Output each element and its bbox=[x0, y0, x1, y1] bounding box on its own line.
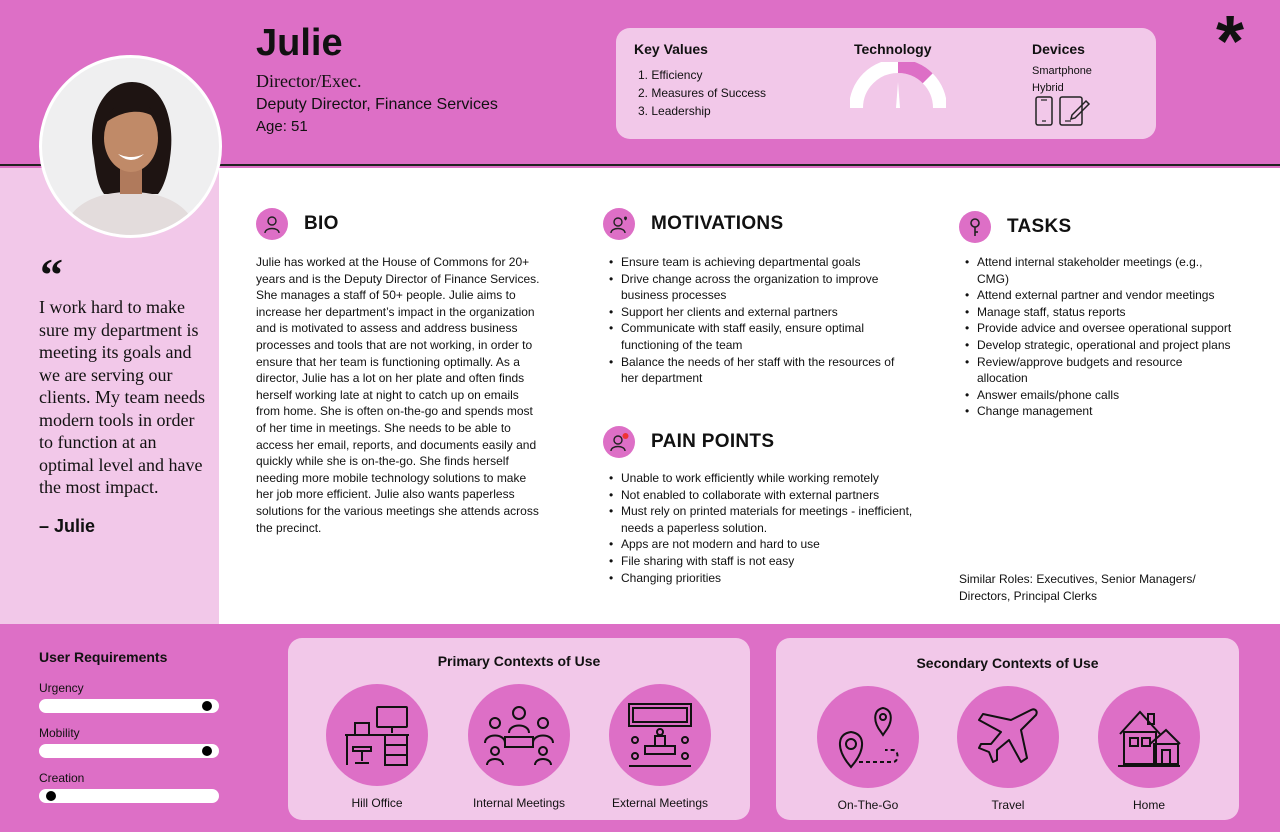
person-heart-icon bbox=[603, 208, 635, 240]
house-icon bbox=[1116, 704, 1182, 770]
persona-quote: I work hard to make sure my department is meeting its goals and we are serving our clients. My team needs modern tools in order to function at an optimal level and have the most impact. bbox=[39, 297, 205, 497]
persona-name: Julie bbox=[256, 22, 343, 64]
quote-mark-icon: “ bbox=[40, 249, 63, 300]
pain-points-list bbox=[609, 470, 919, 586]
office-desk-icon bbox=[341, 701, 413, 769]
list-item: • Not enabled to collaborate with external partners bbox=[609, 487, 919, 504]
pain-points-header bbox=[603, 426, 774, 458]
gauge-needle bbox=[896, 82, 900, 108]
tasks-title: TASKS bbox=[1007, 216, 1072, 237]
persona-title: Deputy Director, Finance Services bbox=[256, 96, 498, 113]
tablet-pen-icon bbox=[1060, 97, 1089, 125]
mobility-slider bbox=[39, 744, 219, 758]
secondary-contexts-title: Secondary Contexts of Use bbox=[916, 655, 1099, 671]
list-item: • Unable to work efficiently while working remotely bbox=[609, 470, 919, 487]
context-circle bbox=[957, 686, 1059, 788]
bio-text: Julie has worked at the House of Commons for 20+ years and is the Deputy Director of Finance Services. She manages a staff of 50+ people. Julie aims to increase her department’s impact in the organization and is motivated to assess and address business processes and tools that are not working, in order to ensure that her team is functioning optimally. As a director, Julie has a lot on her plate and often finds herself working late at night to catch up on emails from home. She is often on-the-go and spends most of her time in meetings. She needs to be able to access her email, reports, and documents easily and quickly while she is on-the-go. She finds herself needing more mobile technology solutions to make her job more efficient. Julie also wants paperless solutions for the various meetings she attends across the precinct. bbox=[256, 255, 540, 535]
list-item: • Communicate with staff easily, ensure optimal functioning of the team bbox=[609, 320, 914, 353]
avatar-portrait bbox=[42, 58, 219, 235]
list-item: • Change management bbox=[965, 403, 1235, 420]
context-travel bbox=[938, 686, 1078, 812]
context-internal-meetings bbox=[449, 684, 589, 810]
logo-asterisk: * bbox=[1216, 2, 1245, 82]
bio-title: BIO bbox=[304, 213, 339, 234]
primary-contexts-card bbox=[288, 638, 750, 820]
route-pin-icon bbox=[833, 704, 903, 770]
airplane-icon bbox=[975, 704, 1041, 770]
pain-points-title: PAIN POINTS bbox=[651, 431, 775, 452]
context-hill-office bbox=[307, 684, 447, 810]
smartphone-icon bbox=[1036, 97, 1052, 125]
list-item: • Attend internal stakeholder meetings (e.g., CMG) bbox=[965, 254, 1235, 287]
list-item: • Balance the needs of her staff with the resources of her department bbox=[609, 354, 914, 387]
list-item: • Provide advice and oversee operational support bbox=[965, 320, 1235, 337]
context-circle bbox=[326, 684, 428, 786]
context-label: Hill Office bbox=[351, 796, 403, 810]
quote-signature: – Julie bbox=[39, 516, 96, 536]
list-item: • File sharing with staff is not easy bbox=[609, 553, 919, 570]
similar-roles: Similar Roles: Executives, Senior Managers/ Directors, Principal Clerks bbox=[959, 572, 1196, 603]
key-value-item: 2. Measures of Success bbox=[638, 86, 767, 100]
persona-age: Age: 51 bbox=[256, 118, 308, 135]
key-info-card bbox=[616, 28, 1156, 139]
context-label: On-The-Go bbox=[837, 798, 899, 812]
creation-slider bbox=[39, 789, 219, 803]
device-item: Smartphone bbox=[1032, 65, 1092, 77]
list-item: • Drive change across the organization to improve business processes bbox=[609, 271, 914, 304]
technology-title: Technology bbox=[854, 41, 932, 57]
requirement-label: Creation bbox=[39, 771, 85, 785]
context-home bbox=[1079, 686, 1219, 812]
requirement-label: Mobility bbox=[39, 726, 80, 740]
requirement-label: Urgency bbox=[39, 681, 84, 695]
devices-title: Devices bbox=[1032, 41, 1085, 57]
slider-knob bbox=[46, 791, 56, 801]
device-icons bbox=[1034, 96, 1094, 128]
presentation-room-icon bbox=[625, 700, 695, 770]
avatar bbox=[39, 55, 222, 238]
context-external-meetings bbox=[590, 684, 730, 810]
list-item: • Apps are not modern and hard to use bbox=[609, 536, 919, 553]
context-circle bbox=[609, 684, 711, 786]
context-on-the-go bbox=[798, 686, 938, 812]
context-circle bbox=[1098, 686, 1200, 788]
list-item: • Review/approve budgets and resource allocation bbox=[965, 354, 1235, 387]
list-item: • Changing priorities bbox=[609, 570, 919, 587]
tasks-header bbox=[959, 211, 1071, 243]
list-item: • Answer emails/phone calls bbox=[965, 387, 1235, 404]
context-label: Internal Meetings bbox=[472, 796, 566, 810]
slider-knob bbox=[202, 701, 212, 711]
secondary-contexts-card bbox=[776, 638, 1239, 820]
tasks-list bbox=[965, 254, 1235, 420]
context-label: External Meetings bbox=[611, 796, 709, 810]
context-label: Home bbox=[1132, 798, 1165, 812]
persona-role: Director/Exec. bbox=[256, 71, 362, 91]
key-values-title: Key Values bbox=[634, 41, 708, 57]
motivations-title: MOTIVATIONS bbox=[651, 213, 784, 234]
list-item: • Develop strategic, operational and project plans bbox=[965, 337, 1235, 354]
context-circle bbox=[817, 686, 919, 788]
slider-knob bbox=[202, 746, 212, 756]
devices-list bbox=[1032, 63, 1092, 97]
key-value-item: 1. Efficiency bbox=[638, 68, 703, 82]
urgency-slider bbox=[39, 699, 219, 713]
bio-header bbox=[256, 208, 339, 240]
user-requirements-title: User Requirements bbox=[39, 649, 168, 665]
primary-contexts-title: Primary Contexts of Use bbox=[437, 653, 601, 669]
technology-gauge bbox=[850, 62, 946, 110]
list-item: • Attend external partner and vendor meetings bbox=[965, 287, 1235, 304]
context-label: Travel bbox=[991, 798, 1025, 812]
key-values-list bbox=[638, 66, 766, 120]
gauge-fill bbox=[898, 66, 928, 78]
list-item: • Must rely on printed materials for meetings - inefficient, needs a paperless solution. bbox=[609, 503, 919, 536]
list-item: • Ensure team is achieving departmental goals bbox=[609, 254, 914, 271]
motivations-header bbox=[603, 208, 783, 240]
person-alert-icon bbox=[603, 426, 635, 458]
key-value-item: 3. Leadership bbox=[638, 104, 711, 118]
person-icon bbox=[256, 208, 288, 240]
key-icon bbox=[959, 211, 991, 243]
context-circle bbox=[468, 684, 570, 786]
list-item: • Support her clients and external partners bbox=[609, 304, 914, 321]
motivations-list bbox=[609, 254, 914, 387]
list-item: • Manage staff, status reports bbox=[965, 304, 1235, 321]
group-meeting-icon bbox=[483, 703, 555, 767]
device-item: Hybrid bbox=[1032, 82, 1064, 94]
